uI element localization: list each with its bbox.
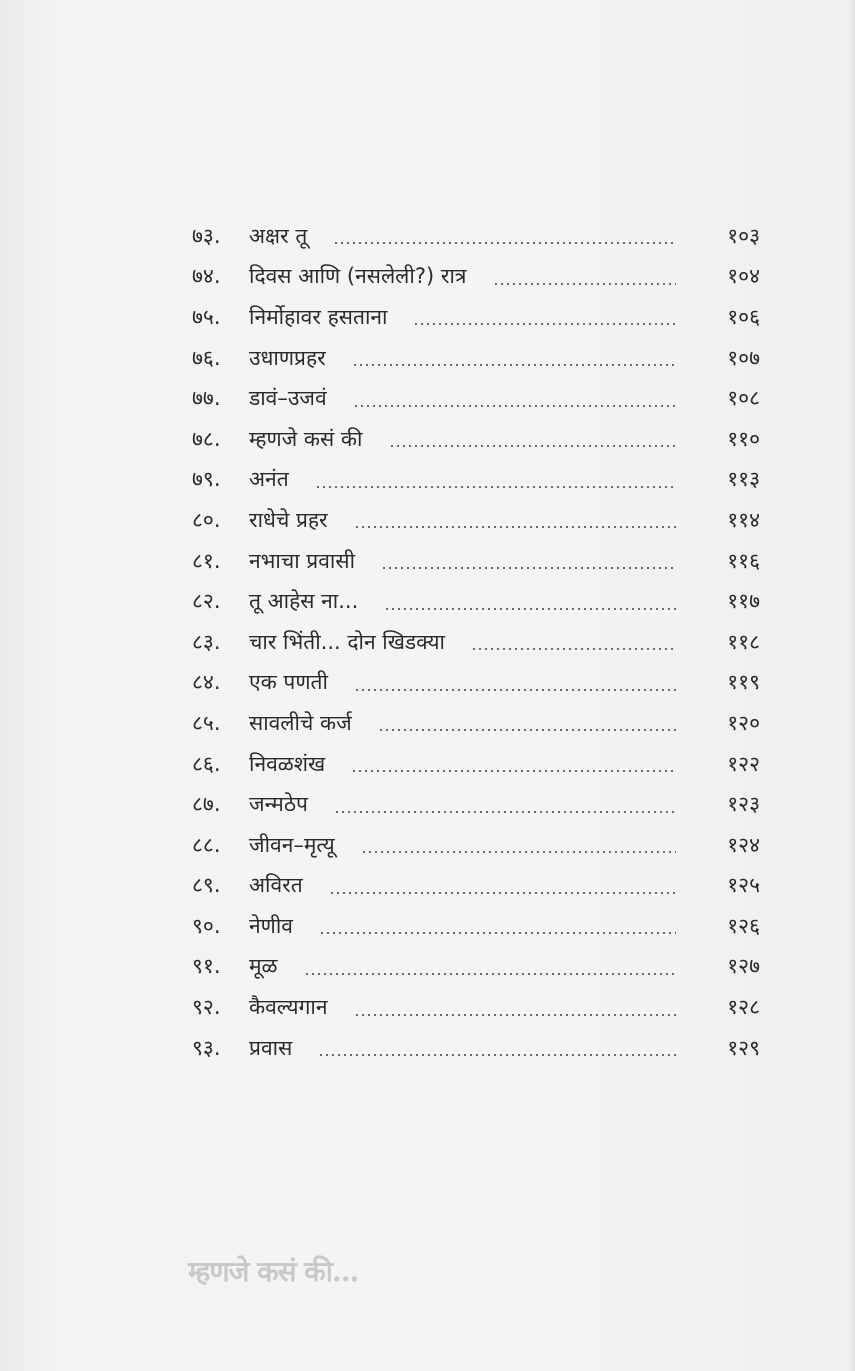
toc-entry-page: १२७ [727,954,760,979]
toc-entry-page: १२२ [727,751,760,776]
toc-entry-number: ७६. [192,345,221,370]
toc-dot-leader [352,364,676,366]
toc-entry [192,460,760,501]
toc-entry [192,257,760,298]
toc-entry-title: अविरत [249,873,303,898]
toc-entry-number: ९१. [192,954,221,979]
toc-entry-number: ७८. [192,426,221,451]
toc-entry-page: ११९ [727,670,760,695]
toc-entry [192,1028,760,1069]
toc-entry-page: १०८ [727,386,760,411]
toc-entry-number: ८२. [192,589,221,614]
toc-entry-title: निर्मोहावर हसताना [249,304,388,329]
toc-entry [192,500,760,541]
toc-dot-leader [318,1054,676,1056]
toc-dot-leader [351,770,676,772]
toc-entry-number: ८१. [192,548,221,573]
toc-dot-leader [354,1014,677,1016]
toc-dot-leader [333,242,676,244]
toc-dot-leader [354,526,676,528]
toc-entry-title: नभाचा प्रवासी [249,548,356,573]
toc-entry-page: ११० [727,426,760,451]
toc-entry-title: मूळ [249,954,278,979]
toc-entry-number: ८८. [192,832,221,857]
toc-dot-leader [304,973,676,975]
toc-entry-page: १२८ [727,995,760,1020]
toc-entry-number: ७५. [192,304,221,329]
toc-dot-leader [493,283,677,285]
page-edge-shadow [849,0,855,1371]
toc-entry-page: ११३ [727,467,760,492]
toc-entry-page: १२९ [727,1035,760,1060]
toc-entry [192,663,760,704]
toc-entry-page: १२० [727,710,760,735]
toc-entry-number: ८५. [192,710,221,735]
toc-entry-title: तू आहेस ना... [249,589,359,614]
toc-entry-number: ८३. [192,629,221,654]
toc-entry [192,378,760,419]
toc-dot-leader [354,689,676,691]
toc-entry-number: ७३. [192,223,221,248]
toc-entry-page: १२३ [727,792,760,817]
toc-dot-leader [334,811,676,813]
toc-entry [192,581,760,622]
toc-entry-number: ८६. [192,751,221,776]
toc-entry-number: ८७. [192,792,221,817]
toc-dot-leader [361,851,676,853]
table-of-contents [192,216,760,1068]
toc-entry [192,866,760,907]
toc-entry-number: ८९. [192,873,221,898]
toc-entry-page: ११६ [727,548,760,573]
toc-entry [192,825,760,866]
toc-entry-page: १२५ [727,873,760,898]
toc-entry-title: नेणीव [249,913,293,938]
toc-entry-number: ७४. [192,264,221,289]
toc-dot-leader [471,648,676,650]
toc-dot-leader [329,892,676,894]
toc-entry-title: अनंत [249,467,289,492]
toc-entry-title: निवळशंख [249,751,326,776]
toc-entry-number: ९०. [192,913,221,938]
footer-book-title: म्हणजे कसं की... [188,1255,359,1288]
toc-entry [192,744,760,785]
toc-dot-leader [381,567,676,569]
toc-dot-leader [413,323,676,325]
toc-entry [192,703,760,744]
toc-dot-leader [319,932,676,934]
toc-entry-title: जन्मठेप [249,792,308,817]
toc-entry [192,784,760,825]
toc-entry-page: १०६ [727,304,760,329]
toc-entry [192,297,760,338]
toc-entry-title: म्हणजे कसं की [249,426,363,451]
toc-entry-title: चार भिंती... दोन खिडक्या [249,629,445,654]
toc-entry-page: ११७ [727,589,760,614]
toc-entry-title: राधेचे प्रहर [249,507,328,532]
toc-entry-title: प्रवास [249,1035,293,1060]
toc-dot-leader [389,445,677,447]
toc-entry-number: ९३. [192,1035,221,1060]
toc-entry [192,987,760,1028]
toc-entry-title: जीवन–मृत्यू [249,832,335,857]
toc-entry [192,622,760,663]
toc-entry [192,338,760,379]
toc-entry-number: ७७. [192,386,221,411]
toc-entry-title: एक पणती [249,670,328,695]
toc-entry-page: ११८ [727,629,760,654]
toc-entry-page: १०४ [727,264,760,289]
toc-entry-title: अक्षर तू [249,223,308,248]
toc-entry-page: १०३ [727,223,760,248]
toc-entry-page: १२४ [727,832,760,857]
toc-entry-number: ९२. [192,995,221,1020]
toc-dot-leader [384,608,676,610]
toc-entry-page: १०७ [727,345,760,370]
toc-entry-number: ८०. [192,507,221,532]
toc-dot-leader [378,729,676,731]
toc-entry-title: कैवल्यगान [249,995,328,1020]
toc-entry [192,947,760,988]
toc-entry-title: दिवस आणि (नसलेली?) रात्र [249,264,467,289]
toc-entry-title: सावलीचे कर्ज [249,710,352,735]
toc-dot-leader [315,486,676,488]
toc-entry-page: १२६ [727,913,760,938]
toc-dot-leader [353,405,676,407]
toc-entry [192,541,760,582]
toc-entry-number: ७९. [192,467,221,492]
toc-entry-title: डावं–उजवं [249,386,327,411]
toc-entry-title: उधाणप्रहर [249,345,326,370]
toc-entry-number: ८४. [192,670,221,695]
toc-entry [192,419,760,460]
toc-entry-page: ११४ [727,507,760,532]
toc-entry [192,906,760,947]
toc-entry [192,216,760,257]
